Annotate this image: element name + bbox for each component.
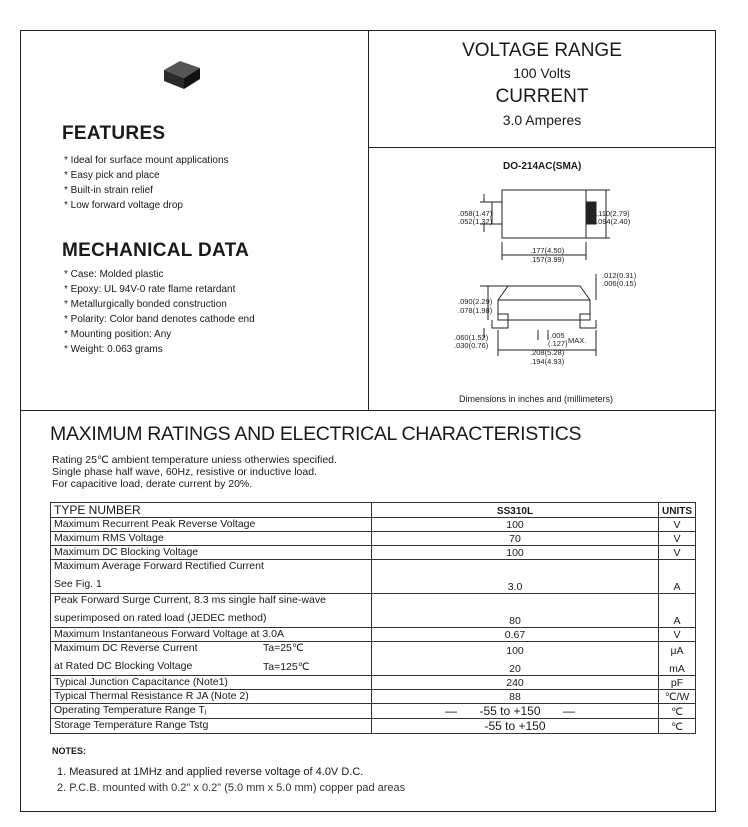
package-title: DO-214AC(SMA) <box>503 161 582 172</box>
list-item: * Low forward voltage drop <box>64 200 183 211</box>
condition-label: Ta=125℃ <box>263 661 310 673</box>
list-item: * Metallurgically bonded construction <box>64 299 227 310</box>
dim-d1: .012(0.31) <box>602 271 637 280</box>
dim-f1: .060(1.52) <box>454 333 489 342</box>
table-row <box>51 676 696 690</box>
value-line: 100 <box>506 645 524 657</box>
dim-e2: .078(1.98) <box>458 306 493 315</box>
dim-g1: .005 <box>550 331 565 340</box>
table-row <box>51 628 696 642</box>
value-cell: -55 to +150 <box>372 719 659 734</box>
note-1: 1. Measured at 1MHz and applied reverse voltage of 4.0V D.C. <box>57 766 364 778</box>
param-cell <box>51 560 372 594</box>
param-cell: Storage Temperature Range Tstg <box>51 719 372 734</box>
list-item: * Built-in strain relief <box>64 185 153 196</box>
voltage-value: 100 Volts <box>513 65 571 81</box>
dash-decoration: — <box>445 704 457 718</box>
features-title: FEATURES <box>62 123 166 144</box>
unit-line: mA <box>669 663 685 675</box>
unit-cell: ℃ <box>659 719 696 734</box>
current-value: 3.0 Amperes <box>502 112 582 128</box>
unit-line: μA <box>670 645 684 657</box>
param-line: See Fig. 1 <box>54 578 102 590</box>
dim-b1: .110(2.79) <box>596 209 630 218</box>
param-cell <box>51 594 372 628</box>
table-row <box>51 690 696 704</box>
dim-g-max: MAX. <box>568 336 587 345</box>
value-cell: 3.0 <box>372 560 659 594</box>
mechanical-title: MECHANICAL DATA <box>62 240 250 261</box>
dim-c1: .177(4.50) <box>530 246 565 255</box>
table-header-row <box>51 503 696 518</box>
table-row <box>51 594 696 628</box>
table-row <box>51 532 696 546</box>
value-text: -55 to +150 <box>479 704 541 718</box>
unit-cell: ℃ <box>659 704 696 719</box>
dim-h1: .208(5.28) <box>530 348 565 357</box>
features-list <box>64 153 229 213</box>
list-item: * Epoxy: UL 94V-0 rate flame retardant <box>64 284 236 295</box>
col-type-number: TYPE NUMBER <box>51 503 372 518</box>
unit-cell: A <box>659 594 696 628</box>
header-divider <box>368 147 716 148</box>
dim-b2: .094(2.40) <box>596 217 631 226</box>
unit-cell: V <box>659 518 696 532</box>
param-line: Peak Forward Surge Current, 8.3 ms single half sine-wave <box>54 594 326 606</box>
unit-cell: ℃/W <box>659 690 696 704</box>
col-part-number: SS310L <box>372 503 659 518</box>
param-cell: Typical Junction Capacitance (Note1) <box>51 676 372 690</box>
package-outline-drawing <box>440 180 660 380</box>
unit-cell <box>659 642 696 676</box>
value-cell: 70 <box>372 532 659 546</box>
section-divider <box>20 410 716 411</box>
table-row <box>51 518 696 532</box>
dim-e1: .090(2.29) <box>458 297 493 306</box>
param-cell: Maximum Instantaneous Forward Voltage at 3.0A <box>51 628 372 642</box>
dim-a1: .058(1.47) <box>458 209 493 218</box>
table-row <box>51 546 696 560</box>
intro-line: Single phase half wave, 60Hz, resistive or inductive load. <box>52 466 317 478</box>
current-title: CURRENT <box>495 86 589 107</box>
unit-cell: A <box>659 560 696 594</box>
unit-cell: V <box>659 532 696 546</box>
dim-f2: .030(0.76) <box>454 341 489 350</box>
value-cell: 88 <box>372 690 659 704</box>
param-line: Maximum DC Reverse Current <box>54 642 198 654</box>
value-line: 20 <box>509 663 521 675</box>
table-row <box>51 560 696 594</box>
dim-d2: .006(0.15) <box>602 279 637 288</box>
notes-title: NOTES: <box>52 746 87 756</box>
list-item: * Case: Molded plastic <box>64 269 164 280</box>
dash-decoration: — <box>563 704 575 718</box>
param-cell <box>51 642 372 676</box>
value-cell: 0.67 <box>372 628 659 642</box>
value-cell: 80 <box>372 594 659 628</box>
param-cell: Operating Temperature Range Tⱼ <box>51 704 372 719</box>
list-item: * Ideal for surface mount applications <box>64 155 229 166</box>
ratings-intro <box>52 454 337 490</box>
mechanical-list <box>64 267 255 357</box>
param-line: Maximum Average Forward Rectified Current <box>54 560 264 572</box>
dim-a2: .052(1.32) <box>458 217 493 226</box>
value-cell <box>372 642 659 676</box>
list-item: * Polarity: Color band denotes cathode end <box>64 314 255 325</box>
note-2: 2. P.C.B. mounted with 0.2" x 0.2" (5.0 mm x 5.0 mm) copper pad areas <box>57 782 406 794</box>
table-row <box>51 719 696 734</box>
intro-line: For capacitive load, derate current by 20%. <box>52 478 253 490</box>
param-line: superimposed on rated load (JEDEC method) <box>54 612 267 624</box>
param-cell: Maximum Recurrent Peak Reverse Voltage <box>51 518 372 532</box>
dim-h2: .194(4.93) <box>530 357 565 366</box>
param-cell: Typical Thermal Resistance R JA (Note 2) <box>51 690 372 704</box>
value-cell: 100 <box>372 518 659 532</box>
value-cell <box>372 704 659 719</box>
dimensions-caption: Dimensions in inches and (millimeters) <box>459 394 614 404</box>
unit-cell: V <box>659 628 696 642</box>
table-row <box>51 642 696 676</box>
param-cell: Maximum DC Blocking Voltage <box>51 546 372 560</box>
dim-c2: .157(3.99) <box>530 255 565 264</box>
unit-cell: V <box>659 546 696 560</box>
list-item: * Weight: 0.063 grams <box>64 344 163 355</box>
value-cell: 100 <box>372 546 659 560</box>
component-image <box>158 58 208 92</box>
ratings-title: MAXIMUM RATINGS AND ELECTRICAL CHARACTERISTICS <box>50 423 582 445</box>
list-item: * Mounting position: Any <box>64 329 172 340</box>
table-row <box>51 704 696 719</box>
col-units: UNITS <box>659 503 696 518</box>
param-line: at Rated DC Blocking Voltage <box>54 660 193 672</box>
list-item: * Easy pick and place <box>64 170 160 181</box>
condition-label: Ta=25℃ <box>263 642 304 654</box>
value-cell: 240 <box>372 676 659 690</box>
unit-cell: pF <box>659 676 696 690</box>
voltage-range-title: VOLTAGE RANGE <box>462 40 622 61</box>
dim-g2: (.127) <box>548 339 568 348</box>
param-cell: Maximum RMS Voltage <box>51 532 372 546</box>
ratings-table <box>50 502 696 734</box>
intro-line: Rating 25℃ ambient temperature uniess otherwies specified. <box>52 454 337 466</box>
